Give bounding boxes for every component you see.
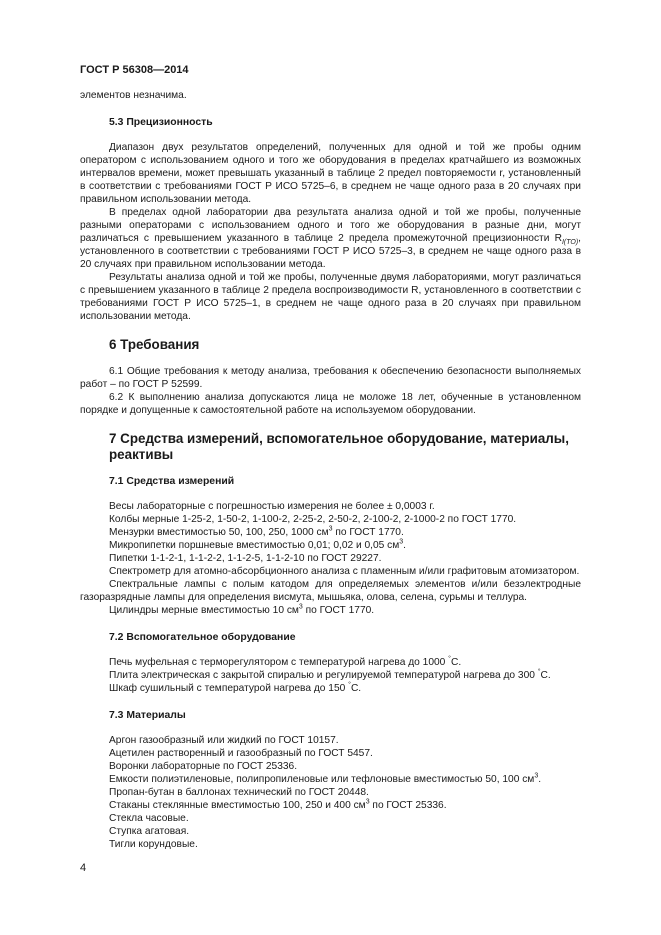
s71-micropipettes-text-end: . <box>403 540 407 551</box>
s72-oven-sup: ° <box>348 681 351 689</box>
s71-item-micropipettes <box>109 539 581 552</box>
s73-item-glasses <box>109 799 581 812</box>
s71-beakers-sup: 3 <box>328 525 333 533</box>
s73-containers-sup: 3 <box>534 772 539 780</box>
s72-hotplate-text: Плита электрическая с закрытой спиралью и регулируемой температурой нагрева до 300 <box>109 670 538 681</box>
document-body <box>80 89 581 851</box>
s73-item-watch-glasses: Стекла часовые. <box>109 813 189 824</box>
s72-furnace-text: Печь муфельная с терморегулятором с температурой нагрева до 1000 <box>109 657 449 668</box>
s71-item-cylinders <box>109 604 581 617</box>
section-6-2-paragraph: 6.2 К выполнению анализа допускаются лица не моложе 18 лет, обученные в установленном порядке и допущенные к самостоятельной работе на используемом оборудовании. <box>80 392 581 416</box>
section-5-3-paragraph-1: Диапазон двух результатов определений, полученных для одной и той же пробы одним оператором с использованием одного и того же оборудования в пределах кратчайшего из возможных интервалов времени, может превышать указанный в таблице 2 предел повторяемости r, установленный в соответствии с требованиями ГОСТ Р ИСО 5725–6, в среднем не чаще одного раза в 20 случаях при правильном использовании метода. <box>80 142 581 205</box>
s73-item-acetylene: Ацетилен растворенный и газообразный по ГОСТ 5457. <box>109 748 373 759</box>
s71-item-pipettes: Пипетки 1-1-2-1, 1-1-2-2, 1-1-2-5, 1-1-2-10 по ГОСТ 29227. <box>109 553 382 564</box>
section-5-3-paragraph-2 <box>80 206 581 271</box>
s71-beakers-text-end: по ГОСТ 1770. <box>332 527 404 538</box>
s71-item-spectrometer: Спектрометр для атомно-абсорбционного анализа с пламенным и/или графитовым атомизатором. <box>109 566 580 577</box>
section-7-3-heading: 7.3 Материалы <box>109 710 186 721</box>
s72-oven-text-end: С. <box>350 683 362 694</box>
s71-beakers-text: Мензурки вместимостью 50, 100, 250, 1000 см <box>109 527 329 538</box>
s73-item-propane: Пропан-бутан в баллонах технический по ГОСТ 20448. <box>109 787 369 798</box>
s72-hotplate-sup: ° <box>537 668 541 676</box>
paragraph-2-text-end: , установленного в соответствии с требованиями ГОСТ Р ИСО 5725–3, в среднем не чаще одного раза в 20 случаях при правильном использовании метода. <box>80 233 581 270</box>
s71-item-flasks: Колбы мерные 1-25-2, 1-50-2, 1-100-2, 2-25-2, 2-50-2, 2-100-2, 2-1000-2 по ГОСТ 1770. <box>109 514 517 525</box>
intro-line: элементов незначима. <box>80 90 187 101</box>
s73-containers-text-end: . <box>538 774 542 785</box>
s73-item-funnels: Воронки лабораторные по ГОСТ 25336. <box>109 761 298 772</box>
paragraph-2-subscript: I(TO) <box>561 239 579 247</box>
page-number: 4 <box>80 862 87 874</box>
s73-containers-text: Емкости полиэтиленовые, полипропиленовые или тефлоновые вместимостью 50, 100 см <box>109 774 535 785</box>
paragraph-2-text: В пределах одной лаборатории два результата анализа одной и той же пробы, полученные разными операторами с использованием одного и того же оборудования в разные дни, могут различаться с превышением указанного в таблице 2 предела промежуточной прецизионности R <box>80 207 581 244</box>
s71-cylinders-text: Цилиндры мерные вместимостью 10 см <box>109 605 299 616</box>
section-7-2-heading: 7.2 Вспомогательное оборудование <box>109 632 296 643</box>
s73-glasses-text-end: по ГОСТ 25336. <box>369 800 447 811</box>
s72-furnace-text-end: С. <box>450 657 462 668</box>
s71-item-lamps: Спектральные лампы с полым катодом для определяемых элементов и/или безэлектродные газоразрядные лампы для определения висмута, мышьяка, олова, селена, сурьмы и теллура. <box>80 579 581 603</box>
s73-glasses-sup: 3 <box>365 798 370 806</box>
s73-item-containers <box>109 773 581 786</box>
s71-cylinders-sup: 3 <box>298 603 303 611</box>
s73-item-mortar: Ступка агатовая. <box>109 826 190 837</box>
s72-furnace-sup: ° <box>448 655 451 663</box>
document-code-header: ГОСТ Р 56308—2014 <box>80 64 189 76</box>
section-5-3-paragraph-3: Результаты анализа одной и той же пробы, полученные двумя лабораториями, могут различаться с превышением указанного в таблице 2 предела воспроизводимости R, установленного в соответствии с требованиями ГОСТ Р ИСО 5725–1, в среднем не чаще одного раза в 20 случаях при правильном использовании метода. <box>80 272 581 322</box>
s71-micropipettes-sup: 3 <box>399 538 404 546</box>
section-7-heading-line1: 7 Средства измерений, вспомогательное оборудование, материалы, <box>109 431 569 446</box>
s73-item-crucibles: Тигли корундовые. <box>109 839 198 850</box>
section-7-heading-line2: реактивы <box>109 447 174 462</box>
section-6-heading: 6 Требования <box>109 337 200 352</box>
s71-micropipettes-text: Микропипетки поршневые вместимостью 0,01; 0,02 и 0,05 см <box>109 540 400 551</box>
s72-item-furnace <box>109 656 581 669</box>
s71-item-beakers <box>109 526 581 539</box>
s71-cylinders-text-end: по ГОСТ 1770. <box>302 605 375 616</box>
s72-item-oven <box>109 682 581 695</box>
s72-item-hotplate <box>109 669 581 682</box>
section-7-heading <box>109 431 581 463</box>
s73-glasses-text: Стаканы стеклянные вместимостью 100, 250 и 400 см <box>109 800 366 811</box>
s71-item-scales: Весы лабораторные с погрешностью измерения не более ± 0,0003 г. <box>109 501 435 512</box>
s72-hotplate-text-end: С. <box>540 670 551 681</box>
s72-oven-text: Шкаф сушильный с температурой нагрева до 150 <box>109 683 349 694</box>
section-6-1-paragraph: 6.1 Общие требования к методу анализа, требования к обеспечению безопасности выполняемых работ – по ГОСТ Р 52599. <box>80 366 581 390</box>
section-7-1-heading: 7.1 Средства измерений <box>109 476 235 487</box>
section-5-3-heading: 5.3 Прецизионность <box>109 117 213 128</box>
s73-item-argon: Аргон газообразный или жидкий по ГОСТ 10157. <box>109 735 339 746</box>
